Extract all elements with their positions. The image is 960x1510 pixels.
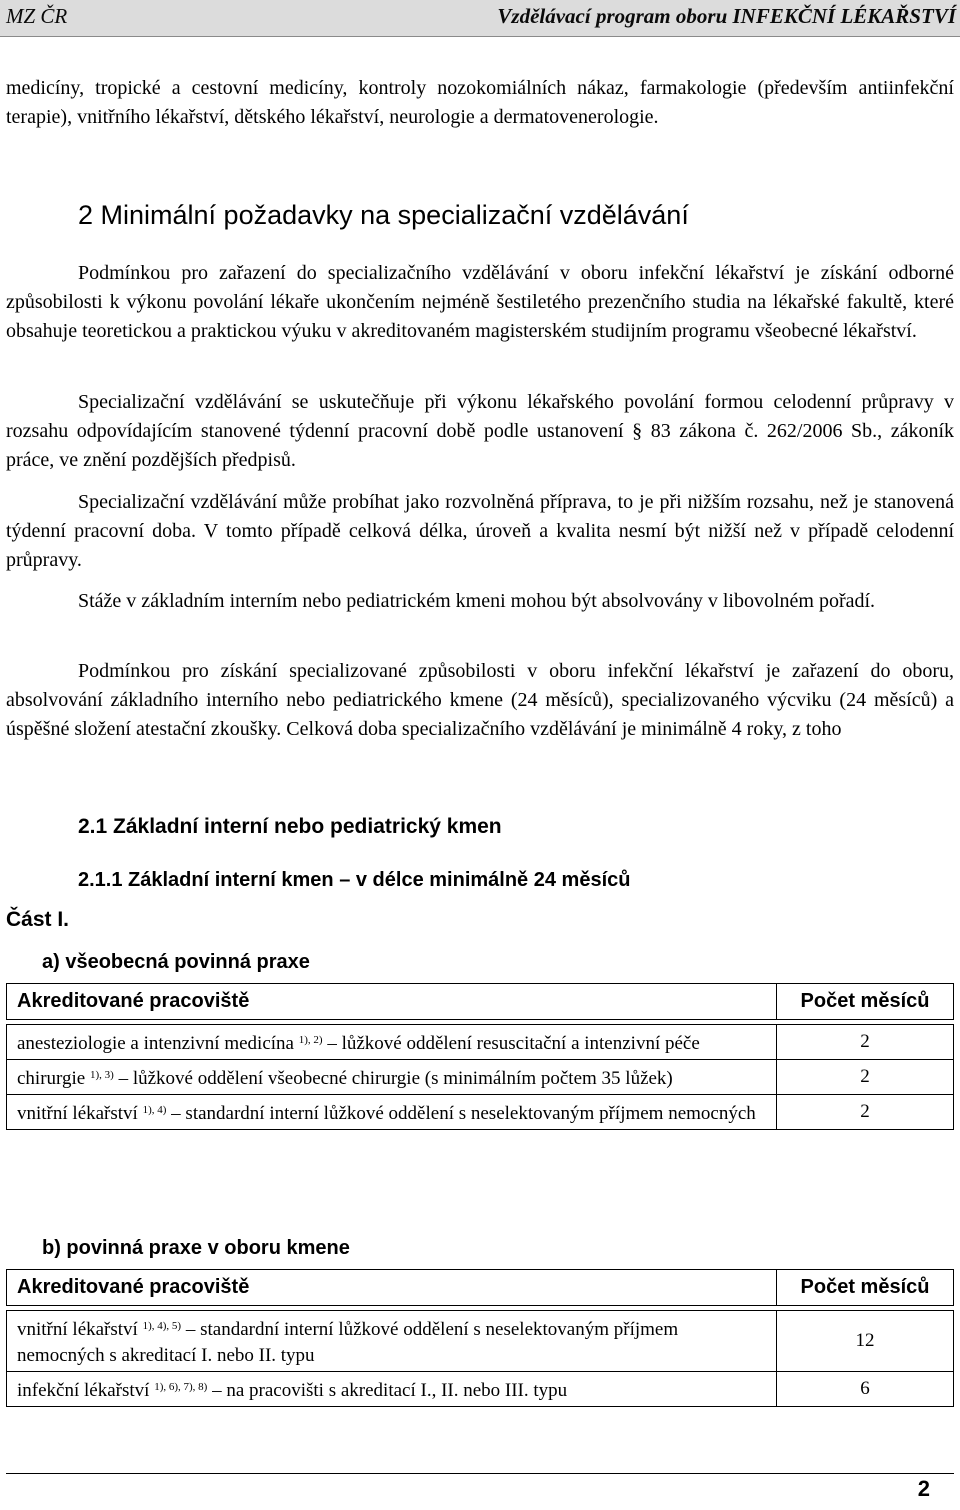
table-header-workplace: Akreditované pracoviště	[7, 984, 777, 1020]
footnote-ref: 1), 4), 5)	[142, 1320, 182, 1332]
table-row	[7, 1095, 954, 1130]
workplace-desc: – lůžkové oddělení resuscitační a intenzivní péče	[327, 1033, 700, 1054]
section-2-title: 2 Minimální požadavky na specializační vzdělávání	[78, 200, 689, 230]
workplace-desc: – na pracovišti s akreditací I., II. nebo III. typu	[212, 1380, 568, 1401]
table-cell-workplace	[7, 1372, 777, 1407]
table-row	[7, 1060, 954, 1095]
table-cell-workplace	[7, 1060, 777, 1095]
workplace-desc: – lůžkové oddělení všeobecné chirurgie (s minimálním počtem 35 lůžek)	[118, 1068, 673, 1089]
table-cell-workplace	[7, 1311, 777, 1372]
footer-divider	[6, 1473, 954, 1474]
paragraph-3: Specializační vzdělávání může probíhat jako rozvolněná příprava, to je při nižším rozsahu, než je stanovená týdenní pracovní doba. V tomto případě celková délka, úroveň a kvalita nesmí být nižší než v případě celodenní průpravy.	[6, 491, 954, 571]
table-cell-months: 2	[777, 1095, 954, 1130]
table-row	[7, 1025, 954, 1060]
workplace-name: infekční lékařství	[17, 1380, 150, 1401]
workplace-desc: – standardní interní lůžkové oddělení s neselektovaným příjmem nemocných s akreditací I. nebo II. typu	[17, 1319, 679, 1366]
table-row	[7, 1372, 954, 1407]
workplace-name: vnitřní lékařství	[17, 1319, 138, 1340]
table-cell-months: 12	[777, 1311, 954, 1372]
table-row	[7, 1311, 954, 1372]
table-cell-workplace	[7, 1025, 777, 1060]
table-b-heading: b) povinná praxe v oboru kmene	[42, 1237, 350, 1259]
footnote-ref: 1), 2)	[298, 1034, 323, 1046]
table-cell-workplace	[7, 1095, 777, 1130]
table-cell-months: 2	[777, 1025, 954, 1060]
section-2-1-title: 2.1 Základní interní nebo pediatrický kmen	[78, 815, 502, 838]
page-number: 2	[917, 1476, 930, 1501]
workplace-name: anesteziologie a intenzivní medicína	[17, 1033, 294, 1054]
table-cell-months: 6	[777, 1372, 954, 1407]
section-2-1-1-title: 2.1.1 Základní interní kmen – v délce minimálně 24 měsíců	[78, 869, 631, 891]
intro-fragment: medicíny, tropické a cestovní medicíny, kontroly nozokomiálních nákaz, farmakologie (především antiinfekční terapie), vnitřního lékařství, dětského lékařství, neurologie a dermatovenerologie.	[6, 77, 954, 128]
footnote-ref: 1), 4)	[142, 1104, 167, 1116]
workplace-desc: – standardní interní lůžkové oddělení s neselektovaným příjmem nemocných	[171, 1103, 756, 1124]
table-a-heading: a) všeobecná povinná praxe	[42, 951, 310, 973]
paragraph-2: Specializační vzdělávání se uskutečňuje při výkonu lékařského povolání formou celodenní průpravy v rozsahu odpovídajícím stanovené týdenní pracovní době podle ustanovení § 83 zákona č. 262/2006 Sb., zákoník práce, ve znění pozdějších předpisů.	[6, 391, 954, 471]
table-header-row	[7, 984, 954, 1020]
table-header-row	[7, 1270, 954, 1306]
footnote-ref: 1), 6), 7), 8)	[154, 1381, 208, 1393]
footnote-ref: 1), 3)	[90, 1069, 114, 1081]
workplace-name: chirurgie	[17, 1068, 86, 1089]
page-header	[0, 0, 960, 37]
header-right: Vzdělávací program oboru INFEKČNÍ LÉKAŘSTVÍ	[497, 4, 956, 28]
paragraph-1: Podmínkou pro zařazení do specializačního vzdělávání v oboru infekční lékařství je získání odborné způsobilosti k výkonu povolání lékaře ukončením nejméně šestiletého prezenčního studia na lékařské fakultě, které obsahuje teoretickou a praktickou výuku v akreditovaném magisterském studijním programu všeobecné lékařství.	[6, 262, 954, 342]
table-a	[6, 983, 954, 1130]
header-left: MZ ČR	[6, 4, 68, 28]
table-header-months: Počet měsíců	[777, 1270, 954, 1306]
table-header-workplace: Akreditované pracoviště	[7, 1270, 777, 1306]
table-b	[6, 1269, 954, 1407]
paragraph-5: Podmínkou pro získání specializované způsobilosti v oboru infekční lékařství je zařazení do oboru, absolvování základního interního nebo pediatrického kmene (24 měsíců), specializovaného výcviku (24 měsíců) a úspěšné složení atestační zkoušky. Celková doba specializačního vzdělávání je minimálně 4 roky, z toho	[6, 660, 954, 740]
table-header-months: Počet měsíců	[777, 984, 954, 1020]
workplace-name: vnitřní lékařství	[17, 1103, 138, 1124]
paragraph-4: Stáže v základním interním nebo pediatrickém kmeni mohou být absolvovány v libovolném pořadí.	[78, 590, 876, 612]
part-label: Část I.	[6, 908, 70, 931]
table-cell-months: 2	[777, 1060, 954, 1095]
